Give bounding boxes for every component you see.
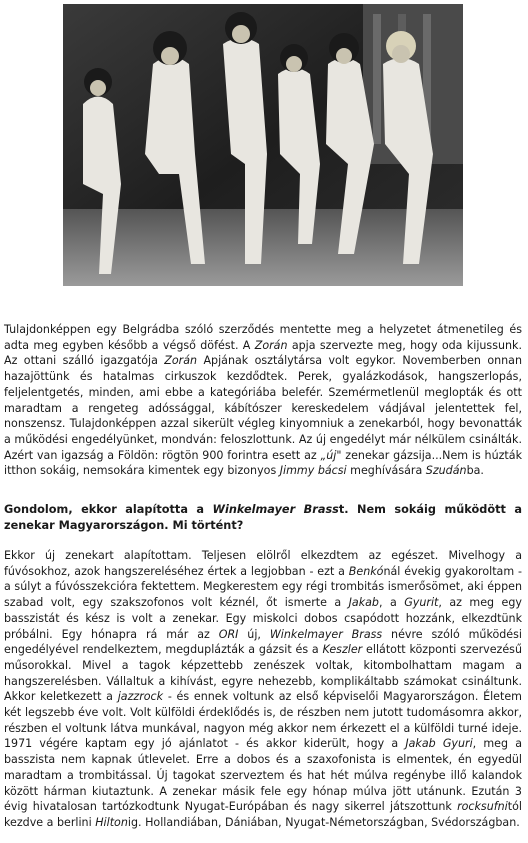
band-photo bbox=[63, 4, 463, 286]
paragraph-1-run: „új" bbox=[320, 448, 342, 462]
paragraph-1-run: Zorán bbox=[164, 354, 198, 368]
paragraph-2-run: Ekkor új zenekart alapítottam. Teljesen elölről elkezdtem az egészet. Mivelhogy a fúvósokhoz, azok hangszereléséhez értek a legjobban - ezt a bbox=[4, 549, 522, 578]
paragraph-1-run: Tulajdonképpen egy Belgrádba szóló szerződés mentette meg a helyzetet átmenetileg és adta meg egyben később a végső döfést. A bbox=[4, 323, 522, 352]
question-run: Winkelmayer Brass bbox=[212, 503, 339, 516]
paragraph-2-run: névre szóló működési engedélyével rendelkeztem, megduplázták a gázsit és a bbox=[4, 627, 522, 657]
paragraph-2-run: új, bbox=[238, 627, 270, 641]
paragraph-1-run: Apjának osztálytársa volt egykor. Novemberben onnan hazajöttünk és hatalmas cirkuszok kezdődtek. Perek, gyalázkodások, hangszerlopás, feljelentgetés, minden, ami ebbe a kategóriába belefér. Szemérmetlenül meglopták és ott maradtam a rengeteg adóssággal, kábítószer kereskedelem vádjával jelentettek fel, nonszensz. Tulajdonképpen azzal sikerült végleg kinyomniuk a zenekarból, hogy bevonatták a működési engedélyünket, mondván: feloszlottunk. Az új engedélyt már nélkülem csinálták. Azért van igazság a Földön: rögtön 900 forintra esett az bbox=[4, 354, 522, 462]
paragraph-2-run: - és ennek voltunk az első képviselői Magyarországon. Életem két legszebb éve volt. Volt külföldi érdeklődés is, de részben nem jutott tudomásomra akkor, részben el voltunk látva munkával, nagyon még akkor nem érkezett el a külföldi turné ideje. 1971 végére kaptam egy jó ajánlatot - és akkor kiderült, hogy a bbox=[4, 690, 522, 751]
paragraph-1-run: Zorán bbox=[254, 338, 288, 352]
question-run: Gondolom, ekkor alapította a bbox=[4, 503, 213, 516]
paragraph-2-run: , a bbox=[378, 596, 405, 610]
paragraph-2-run: Keszler bbox=[322, 643, 363, 657]
paragraph-2-run: ORI bbox=[218, 627, 239, 641]
paragraph-2-run: ellátott központi szervezésű műsorokkal. Mivel a tagok képzettebb zenészek voltak, kitombolhattam magam a hangszerelésben. Vállaltuk a kihívást, egyre nehezebb, komplikáltabb számokat csináltunk. Akkor keletkezett a bbox=[4, 643, 522, 704]
paragraph-2-run: Jakab Gyuri bbox=[405, 737, 473, 751]
paragraph-1-run: apja szervezte meg, hogy oda kijussunk. Az ottani szálló igazgatója bbox=[4, 338, 523, 368]
paragraph-2-run: Jakab bbox=[348, 596, 379, 610]
paragraph-2-run: nál évekig gyakoroltam - a súlyt a fúvósszekcióra fektettem. Megkerestem egy régi trombitás ismerősömet, aki éppen szabad volt, egy szakszofonos volt kéznél, őt ismerte a bbox=[4, 564, 522, 610]
paragraph-1-run: meghívására bbox=[346, 464, 426, 478]
paragraph-1-run: zenekar gázsija...Nem is húzták itthon sokáig, nemsokára kimentek egy bizonyos bbox=[4, 448, 523, 478]
paragraph-1 bbox=[4, 322, 522, 479]
paragraph-2-run: jazzrock bbox=[117, 690, 164, 704]
paragraph-2 bbox=[4, 548, 522, 831]
paragraph-1-run: Szudán bbox=[425, 464, 467, 478]
paragraph-2-run: Hilton bbox=[95, 815, 128, 829]
paragraph-2-run: ig. Hollandiában, Dániában, Nyugat-Németországban, Svédországban. bbox=[127, 815, 520, 829]
question-run: t. Nem sokáig működött a zenekar Magyarországon. Mi történt? bbox=[4, 503, 522, 532]
paragraph-2-run: rocksufni bbox=[457, 800, 508, 814]
paragraph-2-run: Benkó bbox=[348, 564, 384, 578]
band-photo-icon bbox=[63, 4, 463, 286]
paragraph-1-run: Jimmy bácsi bbox=[279, 464, 347, 478]
paragraph-2-run: , az meg egy basszistát és kész is volt a zenekar. Egy miskolci dobos csapódott hozzánk, elkezdtünk próbálni. Egy hónapra rá már az bbox=[4, 596, 522, 641]
paragraph-2-run: tól kezdve a berlini bbox=[4, 800, 522, 829]
paragraph-2-run: , meg a basszista nem kapnak útlevelet. Erre a dobos és a szaxofonista is elmentek, én egyedül maradtam a trombitással. Új tagokat szerveztem és hat hét múlva regénybe illő kalandok között hárman kiutaztunk. A zenekar másik fele egy hónap múlva jött utánunk. Ezután 3 évig hivatalosan tartózkodtunk Nyugat-Európában és nagy sikerrel játszottunk bbox=[4, 737, 522, 814]
paragraph-2-run: Winkelmayer Brass bbox=[269, 627, 383, 641]
paragraph-2-run: Gyurit bbox=[404, 596, 439, 610]
interview-question bbox=[4, 502, 522, 534]
paragraph-1-run: ba. bbox=[466, 464, 484, 478]
